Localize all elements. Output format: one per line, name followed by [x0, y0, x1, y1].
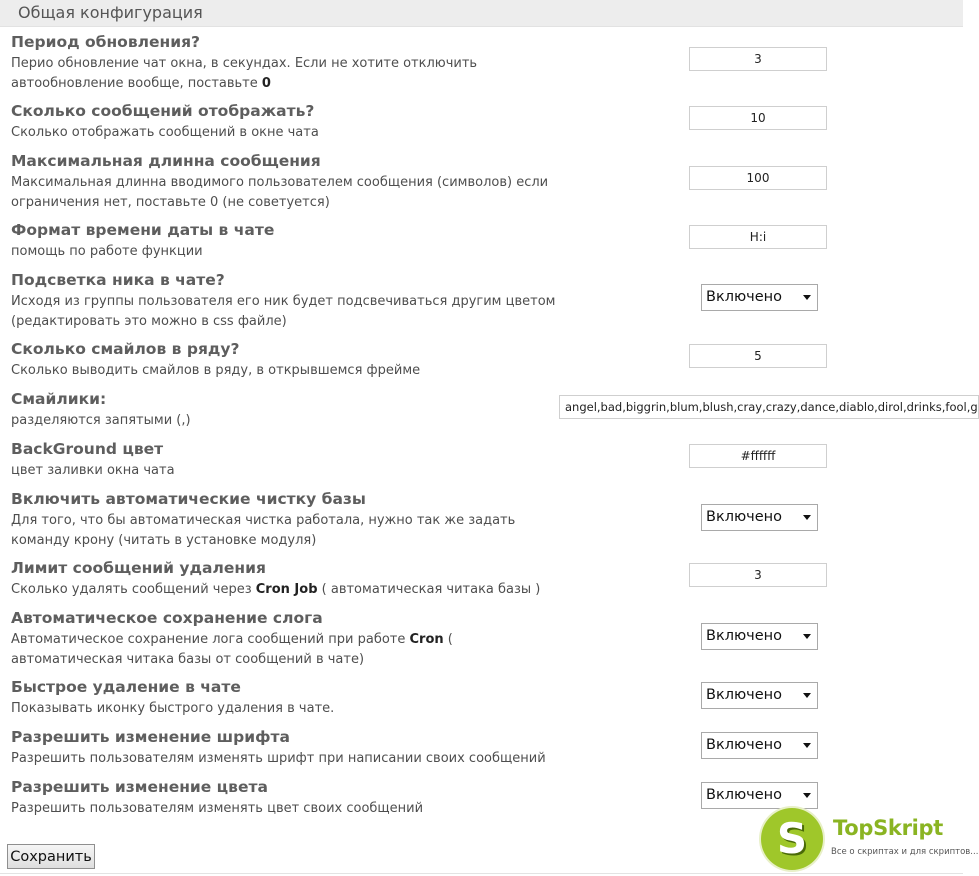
setting-title: Лимит сообщений удаления	[11, 559, 266, 577]
nick-highlight-select[interactable]	[701, 284, 818, 311]
setting-description: Максимальная длинна вводимого пользователем сообщения (символов) если ограничения нет, поставьте 0 (не советуется)	[11, 175, 549, 210]
setting-title: Смайлики:	[11, 390, 107, 408]
dropdown-arrow-icon	[803, 515, 811, 520]
setting-description: Разрешить пользователям изменять шрифт при написании своих сообщений	[11, 751, 546, 766]
setting-title: Разрешить изменение шрифта	[11, 728, 290, 746]
setting-title: Автоматическое сохранение слога	[11, 609, 323, 627]
select-value: Включено	[706, 289, 783, 305]
allow-color-select[interactable]	[701, 782, 818, 809]
quick-delete-select[interactable]	[701, 682, 818, 709]
background-color-input[interactable]	[689, 444, 827, 468]
select-value: Включено	[706, 628, 783, 644]
setting-title: Период обновления?	[11, 33, 201, 51]
save-button[interactable]: Сохранить	[7, 844, 95, 869]
setting-title: Включить автоматические чистку базы	[11, 490, 366, 508]
refresh-period-input[interactable]	[689, 47, 827, 71]
setting-description: Автоматическое сохранение лога сообщений при работе Cron ( автоматическая читака базы от сообщений в чате)	[11, 632, 453, 667]
setting-title: Сколько сообщений отображать?	[11, 102, 315, 120]
setting-title: Максимальная длинна сообщения	[11, 152, 321, 170]
dropdown-arrow-icon	[803, 793, 811, 798]
dropdown-arrow-icon	[803, 743, 811, 748]
allow-font-select[interactable]	[701, 732, 818, 759]
setting-description: Разрешить пользователям изменять цвет своих сообщений	[11, 801, 424, 816]
delete-limit-input[interactable]	[689, 563, 827, 587]
setting-title: Разрешить изменение цвета	[11, 778, 268, 796]
setting-description: Сколько удалять сообщений через Cron Job ( автоматическая читака базы )	[11, 582, 541, 597]
messages-count-input[interactable]	[689, 106, 827, 130]
setting-description: Исходя из группы пользователя его ник будет подсвечиваться другим цветом (редактировать это можно в css файле)	[11, 294, 556, 329]
dropdown-arrow-icon	[803, 634, 811, 639]
setting-description: помощь по работе функции	[11, 244, 203, 259]
dropdown-arrow-icon	[803, 693, 811, 698]
logo-circle-icon	[761, 808, 823, 870]
section-title: Общая конфигурация	[18, 3, 203, 22]
setting-description: цвет заливки окна чата	[11, 463, 175, 478]
select-value: Включено	[706, 687, 783, 703]
select-value: Включено	[706, 737, 783, 753]
auto-save-log-select[interactable]	[701, 623, 818, 650]
setting-title: Формат времени даты в чате	[11, 221, 275, 239]
logo-letter: S	[776, 814, 808, 863]
divider	[0, 873, 963, 874]
logo-name: TopSkript	[833, 816, 944, 840]
section-header	[0, 0, 963, 27]
setting-description: Для того, что бы автоматическая чистка работала, нужно так же задать команду крону (читать в установке модуля)	[11, 513, 516, 548]
time-format-input[interactable]	[689, 225, 827, 249]
setting-title: Сколько смайлов в ряду?	[11, 340, 240, 358]
setting-description: Сколько отображать сообщений в окне чата	[11, 125, 319, 140]
auto-clean-select[interactable]	[701, 504, 818, 531]
select-value: Включено	[706, 509, 783, 525]
setting-description: Перио обновление чат окна, в секундах. Если не хотите отключить автообновление вообще, поставьте 0	[11, 56, 478, 91]
setting-title: Быстрое удаление в чате	[11, 678, 241, 696]
setting-title: BackGround цвет	[11, 440, 164, 458]
max-length-input[interactable]	[689, 166, 827, 190]
setting-description: Показывать иконку быстрого удаления в чате.	[11, 701, 335, 716]
topskript-watermark	[761, 808, 979, 870]
setting-title: Подсветка ника в чате?	[11, 271, 225, 289]
setting-description: Сколько выводить смайлов в ряду, в открывшемся фрейме	[11, 363, 421, 378]
setting-description: разделяются запятыми (,)	[11, 413, 191, 428]
smiles-per-row-input[interactable]	[689, 344, 827, 368]
logo-tagline: Все о скриптах и для скриптов...	[831, 847, 979, 857]
select-value: Включено	[706, 787, 783, 803]
smiles-list-input[interactable]	[559, 395, 979, 419]
dropdown-arrow-icon	[803, 295, 811, 300]
